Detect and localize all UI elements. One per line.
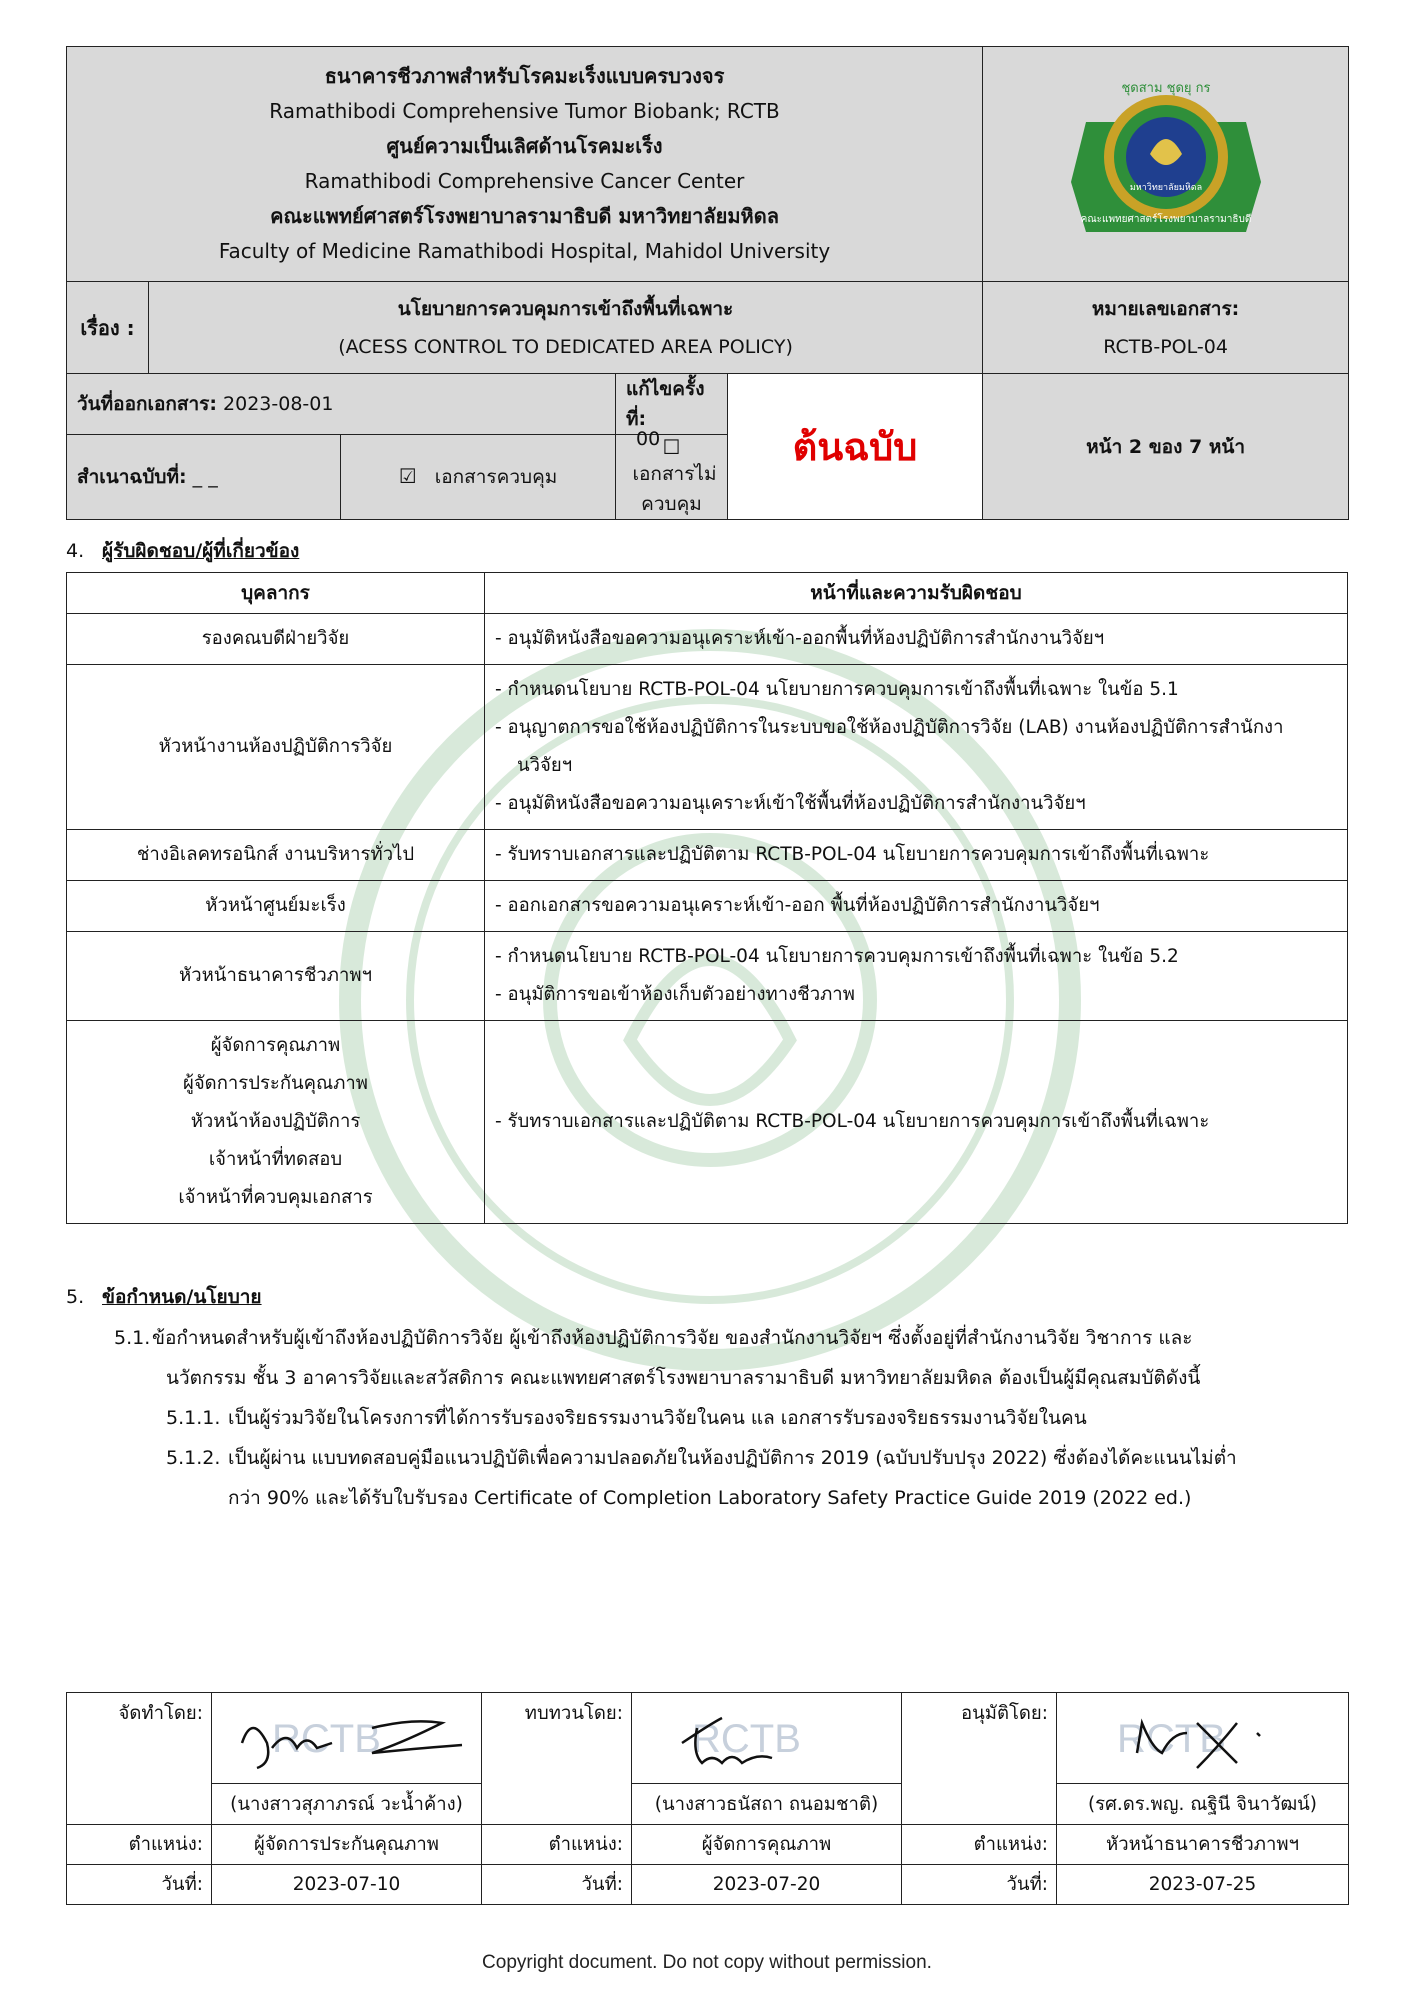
- policy-5-1-2-continuation: กว่า 90% และได้รับใบรับรอง Certificate of Completion Laboratory Safety Practice Guide 2019 (2022 ed.): [228, 1487, 1192, 1509]
- table-row: [67, 830, 1348, 881]
- reviewed-position: ผู้จัดการคุณภาพ: [632, 1825, 902, 1865]
- subject-cell: [149, 282, 983, 374]
- reviewed-date: 2023-07-20: [632, 1865, 902, 1905]
- person-name: เจ้าหน้าที่ควบคุมเอกสาร: [178, 1187, 373, 1208]
- document-number-label: หมายเลขเอกสาร:: [1091, 297, 1240, 320]
- person-name: เจ้าหน้าที่ทดสอบ: [208, 1149, 343, 1170]
- logo-top-text: ชุดสาม ชุดยุ กร: [1121, 81, 1211, 96]
- approved-date: 2023-07-25: [1057, 1865, 1349, 1905]
- person-name: ช่างอิเลคทรอนิกส์ งานบริหารทั่วไป: [136, 844, 415, 865]
- person-name: ผู้จัดการคุณภาพ: [210, 1035, 341, 1056]
- date-label: วันที่:: [902, 1865, 1057, 1905]
- signature-scribble: [1107, 1703, 1307, 1778]
- rctb-watermark: RCTB: [1117, 1717, 1226, 1761]
- column-header-person: บุคลากร: [67, 573, 485, 614]
- table-row: [67, 881, 1348, 932]
- table-row: [67, 932, 1348, 1021]
- reviewed-by-label: ทบทวนโดย:: [482, 1693, 632, 1825]
- approved-signature: [1057, 1693, 1349, 1784]
- duty-item: - อนุมัติการขอเข้าห้องเก็บตัวอย่างทางชีวภาพ: [495, 984, 855, 1005]
- document-number-cell: [983, 282, 1349, 374]
- prepared-position: ผู้จัดการประกันคุณภาพ: [212, 1825, 482, 1865]
- section-5-heading: [66, 1282, 1348, 1312]
- uncontrolled-checkbox[interactable]: ☐: [662, 435, 681, 459]
- position-label: ตำแหน่ง:: [902, 1825, 1057, 1865]
- controlled-label: เอกสารควบคุม: [434, 466, 558, 488]
- policy-5-1-1: [166, 1398, 1348, 1438]
- section-4-title: ผู้รับผิดชอบ/ผู้ที่เกี่ยวข้อง: [102, 540, 300, 562]
- page-number: หน้า 2 ของ 7 หน้า: [983, 374, 1349, 520]
- person-name: ผู้จัดการประกันคุณภาพ: [183, 1073, 368, 1094]
- org-line: คณะแพทย์ศาสตร์โรงพยาบาลรามาธิบดี มหาวิทยาลัยมหิดล: [270, 204, 779, 228]
- date-label: วันที่:: [482, 1865, 632, 1905]
- duty-item: - รับทราบเอกสารและปฏิบัติตาม RCTB-POL-04 นโยบายการควบคุมการเข้าถึงพื้นที่เฉพาะ: [495, 844, 1210, 865]
- section-5-title: ข้อกำหนด/นโยบาย: [102, 1286, 262, 1308]
- date-label: วันที่:: [67, 1865, 212, 1905]
- policy-5-1-2-number: 5.1.2.: [166, 1447, 221, 1469]
- org-line: ธนาคารชีวภาพสำหรับโรคมะเร็งแบบครบวงจร: [324, 64, 725, 88]
- controlled-doc-cell: [341, 435, 616, 520]
- person-name: หัวหน้าศูนย์มะเร็ง: [205, 895, 346, 916]
- org-line: Ramathibodi Comprehensive Cancer Center: [304, 169, 745, 193]
- responsibility-table: [66, 572, 1348, 1224]
- column-header-duty: หน้าที่และความรับผิดชอบ: [485, 573, 1348, 614]
- logo-mid-text: มหาวิทยาลัยมหิดล: [1129, 183, 1202, 193]
- table-row: [67, 614, 1348, 665]
- reviewed-by-name: (นางสาวธนัสถา ถนอมชาติ): [632, 1784, 902, 1825]
- org-line: Faculty of Medicine Ramathibodi Hospital, Mahidol University: [218, 239, 831, 263]
- copy-number-label: สำเนาฉบับที่:: [77, 466, 187, 488]
- prepared-date: 2023-07-10: [212, 1865, 482, 1905]
- copyright-footer: Copyright document. Do not copy without permission.: [482, 1952, 932, 1973]
- table-row: [67, 665, 1348, 830]
- org-line: ศูนย์ความเป็นเลิศด้านโรคมะเร็ง: [386, 134, 663, 158]
- section-5-number: 5.: [66, 1286, 85, 1308]
- duty-item: - อนุญาตการขอใช้ห้องปฏิบัติการในระบบขอใช้ห้องปฏิบัติการวิจัย (LAB) งานห้องปฏิบัติการสำนักงานวิจัยฯ: [495, 717, 1284, 776]
- approved-position: หัวหน้าธนาคารชีวภาพฯ: [1057, 1825, 1349, 1865]
- signature-block: [66, 1692, 1348, 1905]
- revision-value: 00: [636, 428, 661, 450]
- subject-label: เรื่อง :: [67, 282, 149, 374]
- subject-thai: นโยบายการควบคุมการเข้าถึงพื้นที่เฉพาะ: [397, 297, 734, 320]
- person-name: หัวหน้าห้องปฏิบัติการ: [190, 1111, 361, 1132]
- reviewed-signature: [632, 1693, 902, 1784]
- section-4-number: 4.: [66, 540, 85, 562]
- section-4-heading: [66, 536, 1348, 566]
- signature-scribble: [232, 1703, 482, 1778]
- signature-scribble: [662, 1708, 862, 1778]
- faculty-logo: [1046, 62, 1286, 262]
- copy-number-cell: [67, 435, 341, 520]
- subject-english: (ACESS CONTROL TO DEDICATED AREA POLICY): [338, 335, 793, 358]
- uncontrolled-label: เอกสารไม่ควบคุม: [632, 463, 717, 515]
- policy-5-1-1-text: เป็นผู้ร่วมวิจัยในโครงการที่ได้การรับรองจริยธรรมงานวิจัยในคน แล เอกสารรับรองจริยธรรมงานวิจัยในคน: [228, 1407, 1087, 1429]
- issue-date-label: วันที่ออกเอกสาร:: [77, 393, 217, 415]
- duty-item: - อนุมัติหนังสือขอความอนุเคราะห์เข้าใช้พื้นที่ห้องปฏิบัติการสำนักงานวิจัยฯ: [495, 793, 1086, 814]
- controlled-checkbox[interactable]: ☑: [398, 464, 417, 488]
- prepared-signature: [212, 1693, 482, 1784]
- policy-5-1: [114, 1318, 1348, 1358]
- revision-label: แก้ไขครั้งที่:: [626, 378, 705, 430]
- prepared-by-label: จัดทำโดย:: [67, 1693, 212, 1825]
- prepared-by-name: (นางสาวสุภาภรณ์ วะน้ำค้าง): [212, 1784, 482, 1825]
- logo-bottom-text: คณะแพทยศาสตร์โรงพยาบาลรามาธิบดี: [1080, 214, 1251, 225]
- person-name: หัวหน้างานห้องปฏิบัติการวิจัย: [158, 736, 393, 757]
- document-header: [66, 46, 1349, 520]
- copy-number-value: _ _: [192, 466, 218, 488]
- duty-item: - รับทราบเอกสารและปฏิบัติตาม RCTB-POL-04 นโยบายการควบคุมการเข้าถึงพื้นที่เฉพาะ: [495, 1111, 1210, 1132]
- policy-5-1-number: 5.1.: [114, 1327, 151, 1349]
- position-label: ตำแหน่ง:: [67, 1825, 212, 1865]
- revision-cell: [616, 374, 728, 435]
- policy-5-1-text: ข้อกำหนดสำหรับผู้เข้าถึงห้องปฏิบัติการวิจัย ผู้เข้าถึงห้องปฏิบัติการวิจัย ของสำนักงานวิจัยฯ ซึ่งตั้งอยู่ที่สำนักงานวิจัย วิชาการ และ: [152, 1327, 1193, 1349]
- duty-item: - กำหนดนโยบาย RCTB-POL-04 นโยบายการควบคุมการเข้าถึงพื้นที่เฉพาะ ในข้อ 5.1: [495, 679, 1179, 700]
- uncontrolled-doc-cell: [616, 435, 728, 520]
- policy-body: [66, 1318, 1348, 1518]
- issue-date-value: 2023-08-01: [223, 393, 334, 415]
- duty-item: - กำหนดนโยบาย RCTB-POL-04 นโยบายการควบคุมการเข้าถึงพื้นที่เฉพาะ ในข้อ 5.2: [495, 946, 1179, 967]
- original-copy-stamp: ต้นฉบับ: [728, 374, 983, 520]
- policy-5-1-continuation: นวัตกรรม ชั้น 3 อาคารวิจัยและสวัสดิการ คณะแพทยศาสตร์โรงพยาบาลรามาธิบดี มหาวิทยาลัยมหิดล ต้องเป็นผู้มีคุณสมบัติดังนี้: [166, 1367, 1201, 1389]
- approved-by-name: (รศ.ดร.พญ. ณฐินี จินาวัฒน์): [1057, 1784, 1349, 1825]
- duty-item: - ออกเอกสารขอความอนุเคราะห์เข้า-ออก พื้นที่ห้องปฏิบัติการสำนักงานวิจัยฯ: [495, 895, 1100, 916]
- duty-item: - อนุมัติหนังสือขอความอนุเคราะห์เข้า-ออกพื้นที่ห้องปฏิบัติการสำนักงานวิจัยฯ: [495, 628, 1105, 649]
- approved-by-label: อนุมัติโดย:: [902, 1693, 1057, 1825]
- issue-date-cell: [67, 374, 616, 435]
- person-name: หัวหน้าธนาคารชีวภาพฯ: [179, 965, 372, 986]
- document-number-value: RCTB-POL-04: [1103, 335, 1228, 358]
- org-line: Ramathibodi Comprehensive Tumor Biobank; RCTB: [269, 99, 780, 123]
- policy-5-1-2: [166, 1438, 1348, 1478]
- table-row: [67, 1021, 1348, 1224]
- policy-5-1-1-number: 5.1.1.: [166, 1407, 221, 1429]
- organization-block: [67, 47, 983, 282]
- rctb-watermark: RCTB: [272, 1717, 381, 1761]
- position-label: ตำแหน่ง:: [482, 1825, 632, 1865]
- logo-cell: [983, 47, 1349, 282]
- policy-5-1-2-text: เป็นผู้ผ่าน แบบทดสอบคู่มือแนวปฏิบัติเพื่อความปลอดภัยในห้องปฏิบัติการ 2019 (ฉบับปรับปรุง 2022) ซึ่งต้องได้คะแนนไม่ต่ำ: [228, 1447, 1237, 1469]
- person-name: รองคณบดีฝ่ายวิจัย: [201, 628, 350, 649]
- rctb-watermark: RCTB: [692, 1717, 801, 1761]
